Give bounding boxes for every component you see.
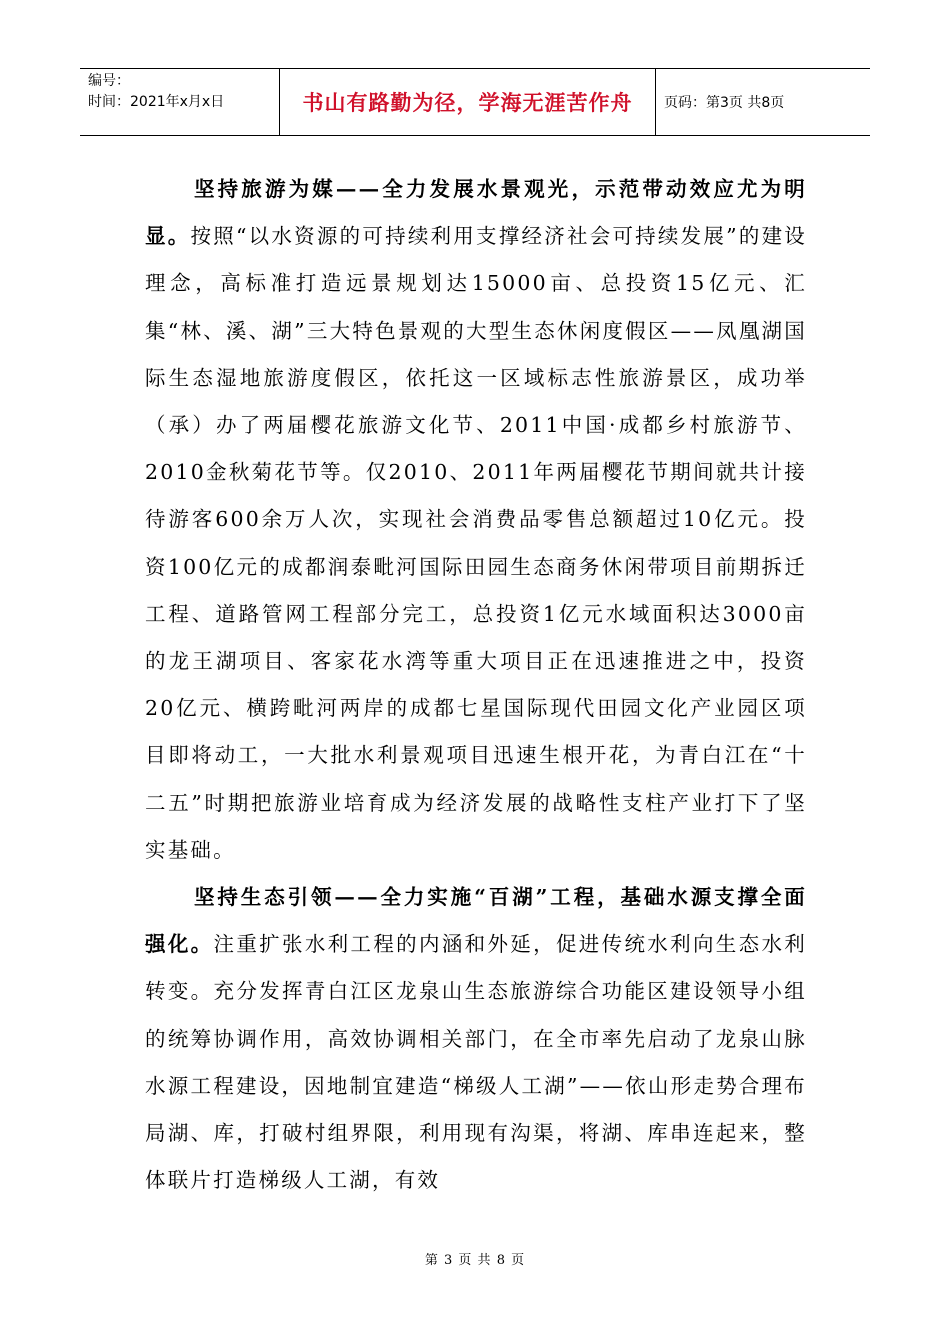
header-page-number: 页码：第3页 共8页 bbox=[664, 95, 785, 111]
header-motto: 书山有路勤为径，学海无涯苦作舟 bbox=[280, 69, 656, 135]
paragraph-lead: 坚持生态引领——全力实施“百湖”工程，基础水源支撑全面强化。 bbox=[145, 885, 807, 957]
page-header bbox=[80, 68, 870, 136]
paragraph-body: 注重扩张水利工程的内涵和外延，促进传统水利向生态水利转变。充分发挥青白江区龙泉山生态旅游综合功能区建设领导小组的统筹协调作用，高效协调相关部门，在全市率先启动了龙泉山脉水源工程建设，因地制宜建造“梯级人工湖”——依山形走势合理布局湖、库，打破村组界限，利用现有沟渠，将湖、库串连起来，整体联片打造梯级人工湖，有效 bbox=[145, 932, 807, 1193]
document-body bbox=[145, 166, 807, 1204]
paragraph-lead: 坚持旅游为媒——全力发展水景观光，示范带动效应尤为明显。 bbox=[145, 177, 807, 249]
paragraph bbox=[145, 166, 807, 874]
paragraph bbox=[145, 874, 807, 1204]
paragraph-body: 按照“以水资源的可持续利用支撑经济社会可持续发展”的建设理念，高标准打造远景规划达15000亩、总投资15亿元、汇集“林、溪、湖”三大特色景观的大型生态休闲度假区——凤凰湖国际生态湿地旅游度假区，依托这一区域标志性旅游景区，成功举（承）办了两届樱花旅游文化节、2011中国·成都乡村旅游节、2010金秋菊花节等。仅2010、2011年两届樱花节期间就共计接待游客600余万人次，实现社会消费品零售总额超过10亿元。投资100亿元的成都润泰毗河国际田园生态商务休闲带项目前期拆迁工程、道路管网工程部分完工，总投资1亿元水域面积达3000亩的龙王湖项目、客家花水湾等重大项目正在迅速推进之中，投资20亿元、横跨毗河两岸的成都七星国际现代田园文化产业园区项目即将动工，一大批水利景观项目迅速生根开花，为青白江在“十二五”时期把旅游业培育成为经济发展的战略性支柱产业打下了坚实基础。 bbox=[145, 224, 808, 862]
header-meta bbox=[80, 69, 280, 135]
page-footer: 第 3 页 共 8 页 bbox=[424, 1253, 526, 1268]
document-number-label: 编号： bbox=[88, 73, 130, 89]
document-time-label: 时间：2021年x月x日 bbox=[88, 94, 225, 110]
